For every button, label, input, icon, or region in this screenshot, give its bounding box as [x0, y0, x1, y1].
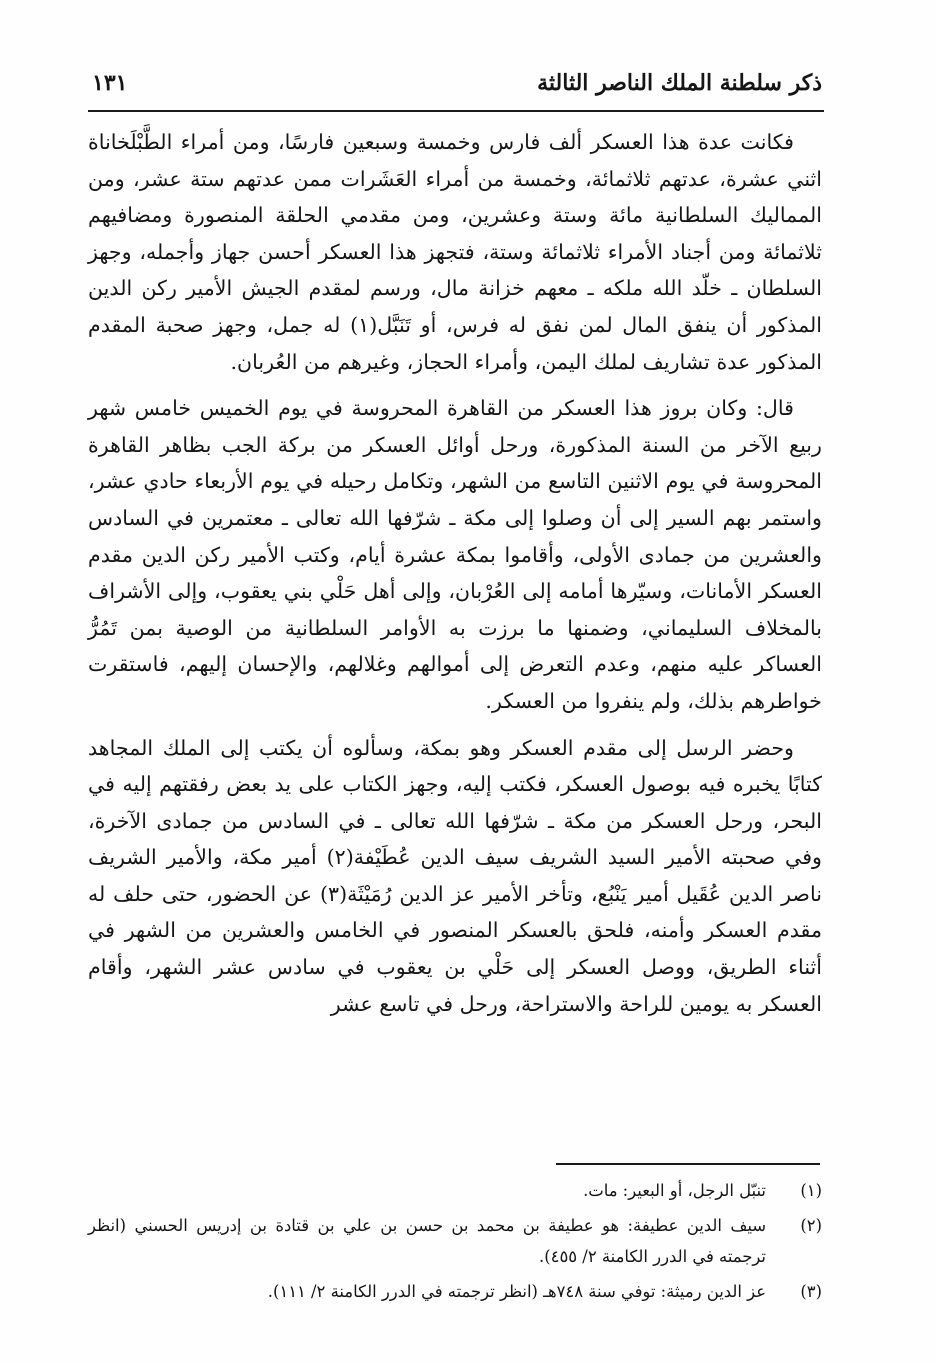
footnote-rule — [556, 1163, 820, 1165]
body-text — [88, 124, 822, 1032]
page-number: ١٣١ — [92, 70, 128, 96]
footnote-text: تنبّل الرجل، أو البعير: مات. — [583, 1181, 766, 1200]
footnote-number: (٢) — [800, 1216, 822, 1235]
paragraph-1: فكانت عدة هذا العسكر ألف فارس وخمسة وسبعين فارسًا، ومن أمراء الطَّبْلَخاناة اثني عشرة، عدتهم ثلاثمائة، وخمسة من أمراء العَشَرات ممن عدتهم ستة عشر، ومن المماليك السلطانية مائة وستة وعشرين، ومن مقدمي الحلقة المنصورة ومضافيهم ثلاثمائة ومن أجناد الأمراء ثلاثمائة وستة، فتجهز هذا العسكر أحسن جهاز وأجمله، وجهز السلطان ـ خلّد الله ملكه ـ معهم خزانة مال، ورسم لمقدم الجيش الأمير ركن الدين المذكور أن ينفق المال لمن نفق له فرس، أو تَنَبَّل(١) له جمل، وجهز صحبة المقدم المذكور عدة تشاريف لملك اليمن، وأمراء الحجاز، وغيرهم من العُربان. — [88, 130, 822, 374]
footnote-number: (١) — [800, 1181, 822, 1200]
running-header — [88, 66, 822, 106]
paragraph-2: قال: وكان بروز هذا العسكر من القاهرة المحروسة في يوم الخميس خامس شهر ربيع الآخر من السنة المذكورة، ورحل أوائل العسكر من بركة الجب بظاهر القاهرة المحروسة في يوم الاثنين التاسع من الشهر، وتكامل رحيله في يوم الأربعاء حادي عشر، واستمر بهم السير إلى أن وصلوا إلى مكة ـ شرّفها الله تعالى ـ معتمرين في السادس والعشرين من جمادى الأولى، وأقاموا بمكة عشرة أيام، وكتب الأمير ركن الدين مقدم العسكر الأمانات، وسيّرها أمامه إلى العُرْبان، وإلى أهل حَلْي بني يعقوب، وإلى الأشراف بالمخلاف السليماني، وضمنها ما برزت به الأوامر السلطانية من الوصية بمن تَمُرُّ العساكر عليه منهم، وعدم التعرض إلى أموالهم وغلالهم، والإحسان إليهم، فاستقرت خواطرهم بذلك، ولم ينفروا من العسكر. — [88, 396, 822, 713]
header-title: ذكر سلطنة الملك الناصر الثالثة — [537, 70, 822, 96]
footnote-number: (٣) — [800, 1282, 822, 1301]
header-rule — [88, 110, 824, 112]
footnote-3 — [88, 1276, 822, 1307]
footnote-2 — [88, 1210, 822, 1272]
footnote-1 — [88, 1175, 822, 1206]
footnote-text: سيف الدين عطيفة: هو عطيفة بن محمد بن حسن بن علي بن قتادة بن إدريس الحسني (انظر ترجمته في الدرر الكامنة ٢/ ٤٥٥). — [88, 1216, 766, 1266]
footnotes — [88, 1175, 822, 1311]
footnote-text: عز الدين رميثة: توفي سنة ٧٤٨هـ (انظر ترجمته في الدرر الكامنة ٢/ ١١١). — [267, 1282, 766, 1301]
paragraph-3: وحضر الرسل إلى مقدم العسكر وهو بمكة، وسألوه أن يكتب إلى الملك المجاهد كتابًا يخبره فيه بوصول العسكر، فكتب إليه، وجهز الكتاب على يد بعض رفقتهم إليه في البحر، ورحل العسكر من مكة ـ شرّفها الله تعالى ـ في السادس من جمادى الآخرة، وفي صحبته الأمير السيد الشريف سيف الدين عُطَيْفة(٢) أمير مكة، والأمير الشريف ناصر الدين عُقَيل أمير يَنْبُع، وتأخر الأمير عز الدين رُمَيْثَة(٣) عن الحضور، حتى حلف له مقدم العسكر وأمنه، فلحق بالعسكر المنصور في الخامس والعشرين من الشهر في أثناء الطريق، ووصل العسكر إلى حَلْي بن يعقوب في سادس عشر الشهر، وأقام العسكر به يومين للراحة والاستراحة، ورحل في تاسع عشر — [88, 735, 822, 1016]
